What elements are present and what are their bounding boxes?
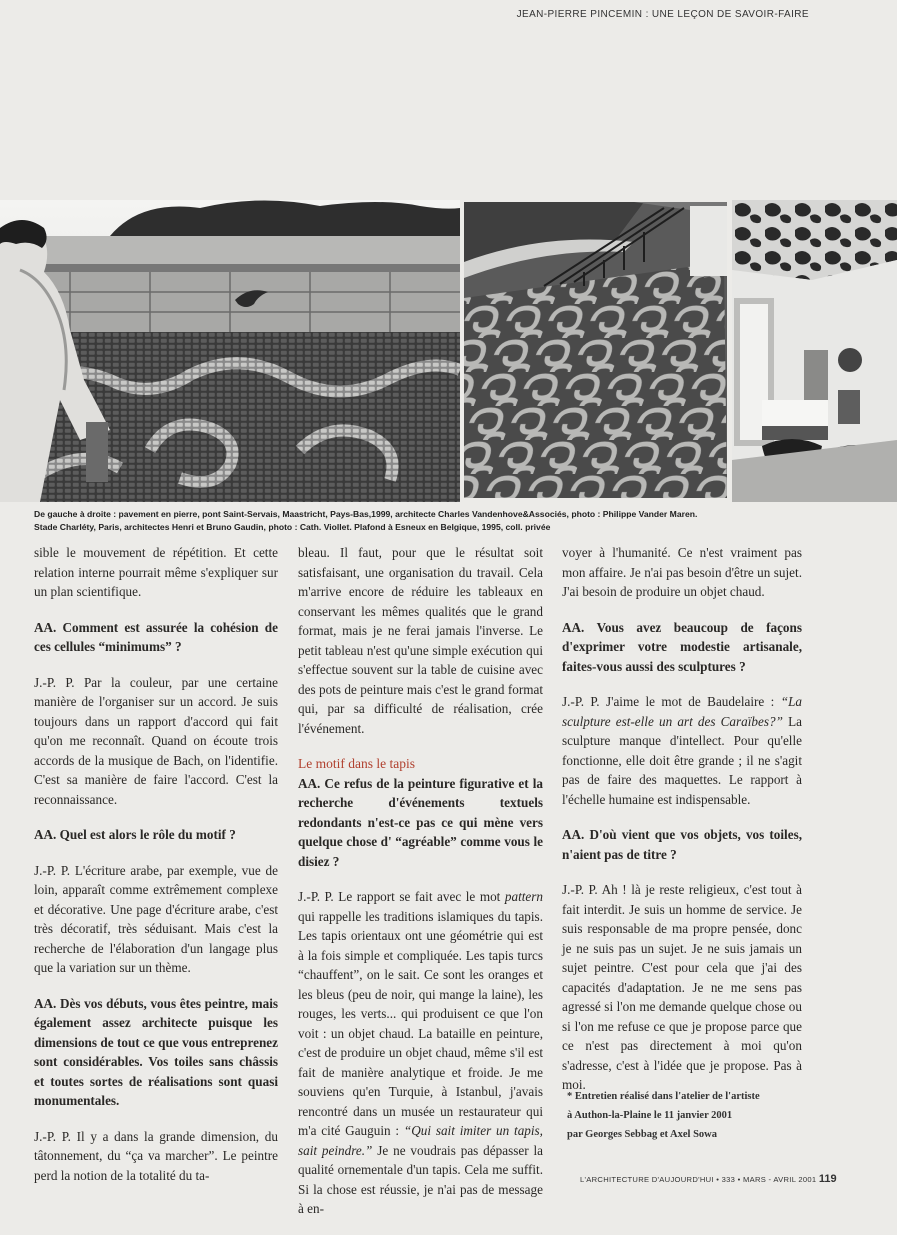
section-subtitle: Le motif dans le tapis	[298, 756, 415, 771]
answer-text: J.-P. P. J'aime le mot de Baudelaire :	[562, 694, 781, 709]
footnote	[567, 1087, 797, 1144]
answer: J.-P. P. Il y a dans la grande dimension, du tâtonnement, du “ça va marcher”. Le peintre perd la notion de la totalité du ta-	[34, 1128, 278, 1183]
answer-text: qui rappelle les traditions islamiques du tapis. Les tapis orientaux ont une géométrie qui est à la fois simple et compliquée. Les tapis turcs “chauffent”, on le sait. Ce sont les oranges et les bleus (peu de noir, qui mange la laine), les rouges, les verts... qui produisent ce que l'on voit : un objet chaud. La bataille en peinture, c'est de produire un objet chaud, même s'il est fait de manière analytique et froide. Je me souviens qu'en Turquie, à Istanbul, j'avais rencontré dans un musée un restaurateur qui m'a cité Gauguin :	[298, 908, 543, 1138]
answer	[298, 887, 543, 1219]
paragraph: voyer à l'humanité. Ce n'est vraiment pas mon affaire. Je n'ai pas besoin d'être un sujet. J'ai besoin de produire un objet chaud.	[562, 545, 802, 599]
paragraph: bleau. Il faut, pour que le résultat soit satisfaisant, une organisation du travail. Cela m'arrive encore de réduire les tableaux en conservant les mêmes qualités que le grand format, mais je ne ferai jamais l'inverse. Le petit tableau n'est qu'une simple exécution qui s'effectue souvent sur la table de cuisine avec des pots de peinture mais c'est le grand format qui, par sa difficulté de réalisation, crée l'événement.	[298, 545, 543, 736]
answer: J.-P. P. Par la couleur, par une certaine manière de l'organiser sur un accord. Je suis toujours dans un rapport d'accord qui fait qu'on me reconnaît. Quand on écoute trois accords de la musique de Bach, on l'identifie. C'est sa manière de faire l'accord. C'est la reconnaissance.	[34, 674, 278, 807]
photo-caption	[34, 508, 814, 534]
question: AA. Comment est assurée la cohésion de ces cellules “minimums” ?	[34, 619, 278, 654]
answer-text: J.-P. P. Le rapport se fait avec le mot	[298, 889, 505, 904]
text-column-3	[562, 543, 802, 1111]
question: AA. Quel est alors le rôle du motif ?	[34, 827, 236, 842]
italic-word: pattern	[504, 889, 543, 904]
answer	[562, 692, 802, 809]
footnote-line: à Authon-la-Plaine le 11 janvier 2001	[567, 1110, 733, 1121]
question: AA. Vous avez beaucoup de façons d'exprimer votre modestie artisanale, faites-vous aussi des sculptures ?	[562, 619, 802, 674]
question: AA. D'où vient que vos objets, vos toiles, n'aient pas de titre ?	[562, 827, 802, 862]
question: AA. Dès vos débuts, vous êtes peintre, mais également assez architecte puisque les dimensions de tout ce que vous entreprenez sont considérables. Vos toiles sans châssis et toutes sortes de réalisations sont quasi monumentales.	[34, 995, 278, 1108]
footer-text: L'ARCHITECTURE D'AUJOURD'HUI • 333 • MARS - AVRIL 2001	[580, 1175, 817, 1184]
paragraph: sible le mouvement de répétition. Et cette relation interne pourrait même s'expliquer sur un plan scientifique.	[34, 545, 278, 599]
text-column-2	[298, 543, 543, 1235]
photo-band	[0, 200, 897, 502]
running-header: JEAN-PIERRE PINCEMIN : UNE LEÇON DE SAVOIR-FAIRE	[516, 9, 809, 20]
caption-line-1: De gauche à droite : pavement en pierre, pont Saint-Servais, Maastricht, Pays-Bas,1999, architecte Charles Vandenhove&Associés, photo : Philippe Vander Maren.	[34, 509, 698, 519]
answer: J.-P. P. L'écriture arabe, par exemple, vue de loin, apparaît comme extrêmement complexe et décorative. Une page d'écriture arabe, c'est très décoratif, très séduisant. Mais c'est la recherche de l'élaboration d'un langage plus que la variation sur un thème.	[34, 862, 278, 975]
answer-text: Je ne voudrais pas dépasser la qualité ornementale d'un tapis. Cela me suffit. Si la chose est réussie, je n'ai pas de message à en-	[298, 1142, 543, 1216]
caption-line-2: Stade Charléty, Paris, architectes Henri et Bruno Gaudin, photo : Cath. Viollet. Plafond à Esneux en Belgique, 1995, coll. privée	[34, 522, 551, 532]
answer-text: La sculpture manque d'intellect. Pour qu'elle fonctionne, elle doit être grande ; il ne s'agit pas de faire des maquettes. Le rapport à l'échelle humaine est indispensable.	[562, 713, 802, 807]
gauguin-quote: “Qui sait imiter un tapis, sait peindre.”	[298, 1123, 543, 1158]
photo-stadium-terrace	[464, 202, 727, 498]
photo-pavement-bridge	[0, 200, 460, 502]
running-footer	[580, 1173, 837, 1185]
baudelaire-quote: “La sculpture est-elle un art des Caraïbes?”	[562, 694, 802, 729]
text-column-1	[34, 543, 278, 1201]
answer: J.-P. P. Ah ! là je reste religieux, c'est tout à fait interdit. Je suis un homme de service. Je suis responsable de ma propre pensée, donc je ne suis pas un sujet. Je ne suis jamais un sujet peintre. C'est pour cela que j'ai des capacités d'adaptation. Je ne me sens pas agressé si l'on me demande quelque chose ou si l'on me refuse ce que je propose parce que ce n'est pas directement à moi qu'on s'adresse, c'est à l'idée que je propose. Pas à moi.	[562, 882, 802, 1092]
footnote-line: * Entretien réalisé dans l'atelier de l'artiste	[567, 1091, 760, 1102]
photo-ceiling-interior	[732, 200, 897, 502]
question: AA. Ce refus de la peinture figurative et la recherche d'événements textuels redondants n'est-ce pas ce qui mène vers quelque chose d' “agréable” comme vous le disiez ?	[298, 775, 543, 869]
footnote-line: par Georges Sebbag et Axel Sowa	[567, 1129, 718, 1140]
page-number: 119	[818, 1173, 837, 1185]
